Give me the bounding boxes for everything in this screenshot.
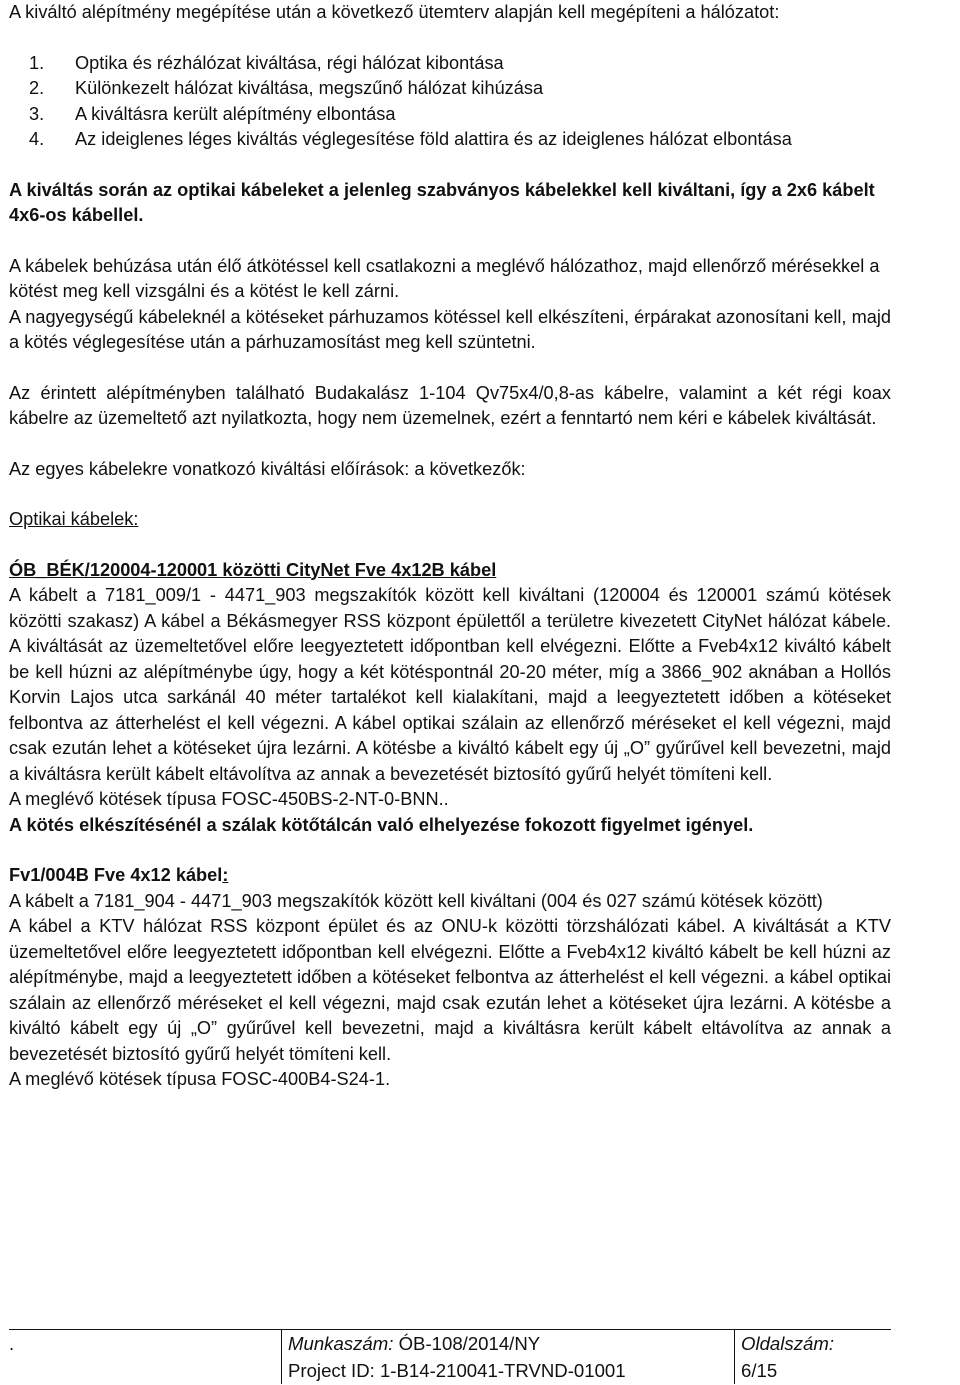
work-number-value: ÓB-108/2014/NY	[398, 1333, 541, 1354]
list-number: 1.	[29, 52, 45, 73]
page-number-value: 6/15	[741, 1360, 778, 1381]
list-item	[29, 76, 891, 102]
project-id-label: Project ID:	[288, 1360, 375, 1381]
footer-page-cell	[735, 1330, 891, 1384]
list-item	[29, 51, 891, 77]
cable1-title: ÓB_BÉK/120004-120001 közötti CityNet Fve 4x12B kábel	[9, 559, 497, 580]
work-number-label: Munkaszám:	[288, 1333, 394, 1354]
footer-work-number	[288, 1331, 540, 1357]
cable2-title-colon: :	[222, 865, 229, 885]
list-text: Optika és rézhálózat kiváltása, régi hálózat kibontása	[75, 52, 504, 73]
project-id-value: 1-B14-210041-TRVND-01001	[379, 1360, 626, 1381]
document-page	[9, 0, 891, 1093]
cable1-body: A kábelt a 7181_009/1 - 4471_903 megszakítók között kell kiváltani (120004 és 120001 számú kötések közötti szakasz) A kábel a Békásmegyer RSS központ épülettől a területre kivezetett CityNet hálózat kábele. A kiváltását az üzemeltetővel előre leegyeztetett időpontban kell elvégezni. Előtte a Fveb4x12 kiváltó kábelt be kell húzni az alépítménybe úgy, hogy a két kötéspontnál 20-20 méter, míg a 3866_902 aknában a Hollós Korvin Lajos utca sarkánál 40 méter tartalékot kell kialakítani, majd a leegyeztetett időben a kötéseket felbontva az átterhelést el kell végezni. A kábel optikai szálain az ellenőrző méréseket el kell végezni, majd csak ezután lehet a kötéseket újra lezárni. A kötésbe a kiváltó kábelt egy új „O” gyűrűvel kell bevezetni, majd a kiváltásra került kábelt eltávolítva az annak a bevezetését biztosító gyűrű helyét tömíteni kell.	[9, 585, 891, 784]
cable2-body-2: A kábel a KTV hálózat RSS központ épület és az ONU-k közötti törzshálózati kábel. A kiváltását a KTV üzemeltetővel előre leegyeztetett időpontban kell elvégezni. Előtte a Fveb4x12 kiváltó kábelt be kell húzni az alépítménybe, majd a leegyeztetett időben a kötéseket felbontva az átterhelést el kell végezni. a kábel optikai szálain az ellenőrző méréseket el kell végezni, majd csak ezután lehet a kötéseket újra lezárni. A kötésbe a kiváltó kábelt egy új „O” gyűrűvel kell bevezetni, majd a kiváltásra került kábelt eltávolítva az annak a bevezetését biztosító gyűrű helyét tömíteni kell.	[9, 916, 891, 1064]
footer-project-id	[288, 1358, 626, 1384]
rules-intro: Az egyes kábelekre vonatkozó kiváltási előírások: a következők:	[9, 458, 526, 479]
splice-paragraph-1: A kábelek behúzása után élő átkötéssel kell csatlakozni a meglévő hálózathoz, majd ellenőrző mérésekkel a kötést meg kell vizsgálni és a kötést le kell zárni.	[9, 255, 880, 301]
footer-left-cell	[9, 1330, 281, 1384]
list-item	[29, 127, 891, 153]
footer-left-text: .	[9, 1333, 15, 1354]
cable1-type-line: A meglévő kötések típusa FOSC-450BS-2-NT-0-BNN..	[9, 789, 449, 809]
page-footer	[9, 1329, 891, 1384]
list-number: 3.	[29, 103, 45, 124]
list-text: A kiváltásra került alépítmény elbontása	[75, 103, 396, 124]
page-number-label: Oldalszám:	[741, 1333, 834, 1354]
cable1-warning: A kötés elkészítésénél a szálak kötőtálcán való elhelyezése fokozott figyelmet igényel.	[9, 814, 754, 835]
footer-ids-cell	[281, 1330, 735, 1384]
section-heading: Optikai kábelek:	[9, 509, 139, 529]
cable2-title: Fv1/004B Fve 4x12 kábel	[9, 865, 223, 885]
splice-paragraph-2: A nagyegységű kábeleknél a kötéseket párhuzamos kötéssel kell elkészíteni, érpárakat azonosítani kell, majd a kötés véglegesítése után a párhuzamosítást meg kell szüntetni.	[9, 306, 891, 352]
bold-note: A kiváltás során az optikai kábeleket a jelenleg szabványos kábelekkel kell kiváltani, így a 2x6 kábelt 4x6-os kábellel.	[9, 179, 875, 225]
cable2-heading	[9, 863, 891, 889]
schedule-list	[9, 51, 891, 153]
list-item	[29, 102, 891, 128]
list-text: Az ideiglenes léges kiváltás véglegesítése föld alattira és az ideiglenes hálózat elbontása	[75, 129, 792, 149]
affected-cables-paragraph: Az érintett alépítményben található Budakalász 1-104 Qv75x4/0,8-as kábelre, valamint a két régi koax kábelre az üzemeltető azt nyilatkozta, hogy nem üzemelnek, ezért a fenntartó nem kéri e kábelek kiváltását.	[9, 382, 891, 428]
list-text: Különkezelt hálózat kiváltása, megszűnő hálózat kihúzása	[75, 78, 544, 98]
list-number: 2.	[29, 78, 45, 98]
intro-paragraph: A kiváltó alépítmény megépítése után a következő ütemterv alapján kell megépíteni a hálózatot:	[9, 2, 780, 22]
cable2-body-1: A kábelt a 7181_904 - 4471_903 megszakítók között kell kiváltani (004 és 027 számú kötések között)	[9, 890, 823, 911]
cable2-type-line: A meglévő kötések típusa FOSC-400B4-S24-1.	[9, 1069, 391, 1089]
list-number: 4.	[29, 129, 45, 149]
